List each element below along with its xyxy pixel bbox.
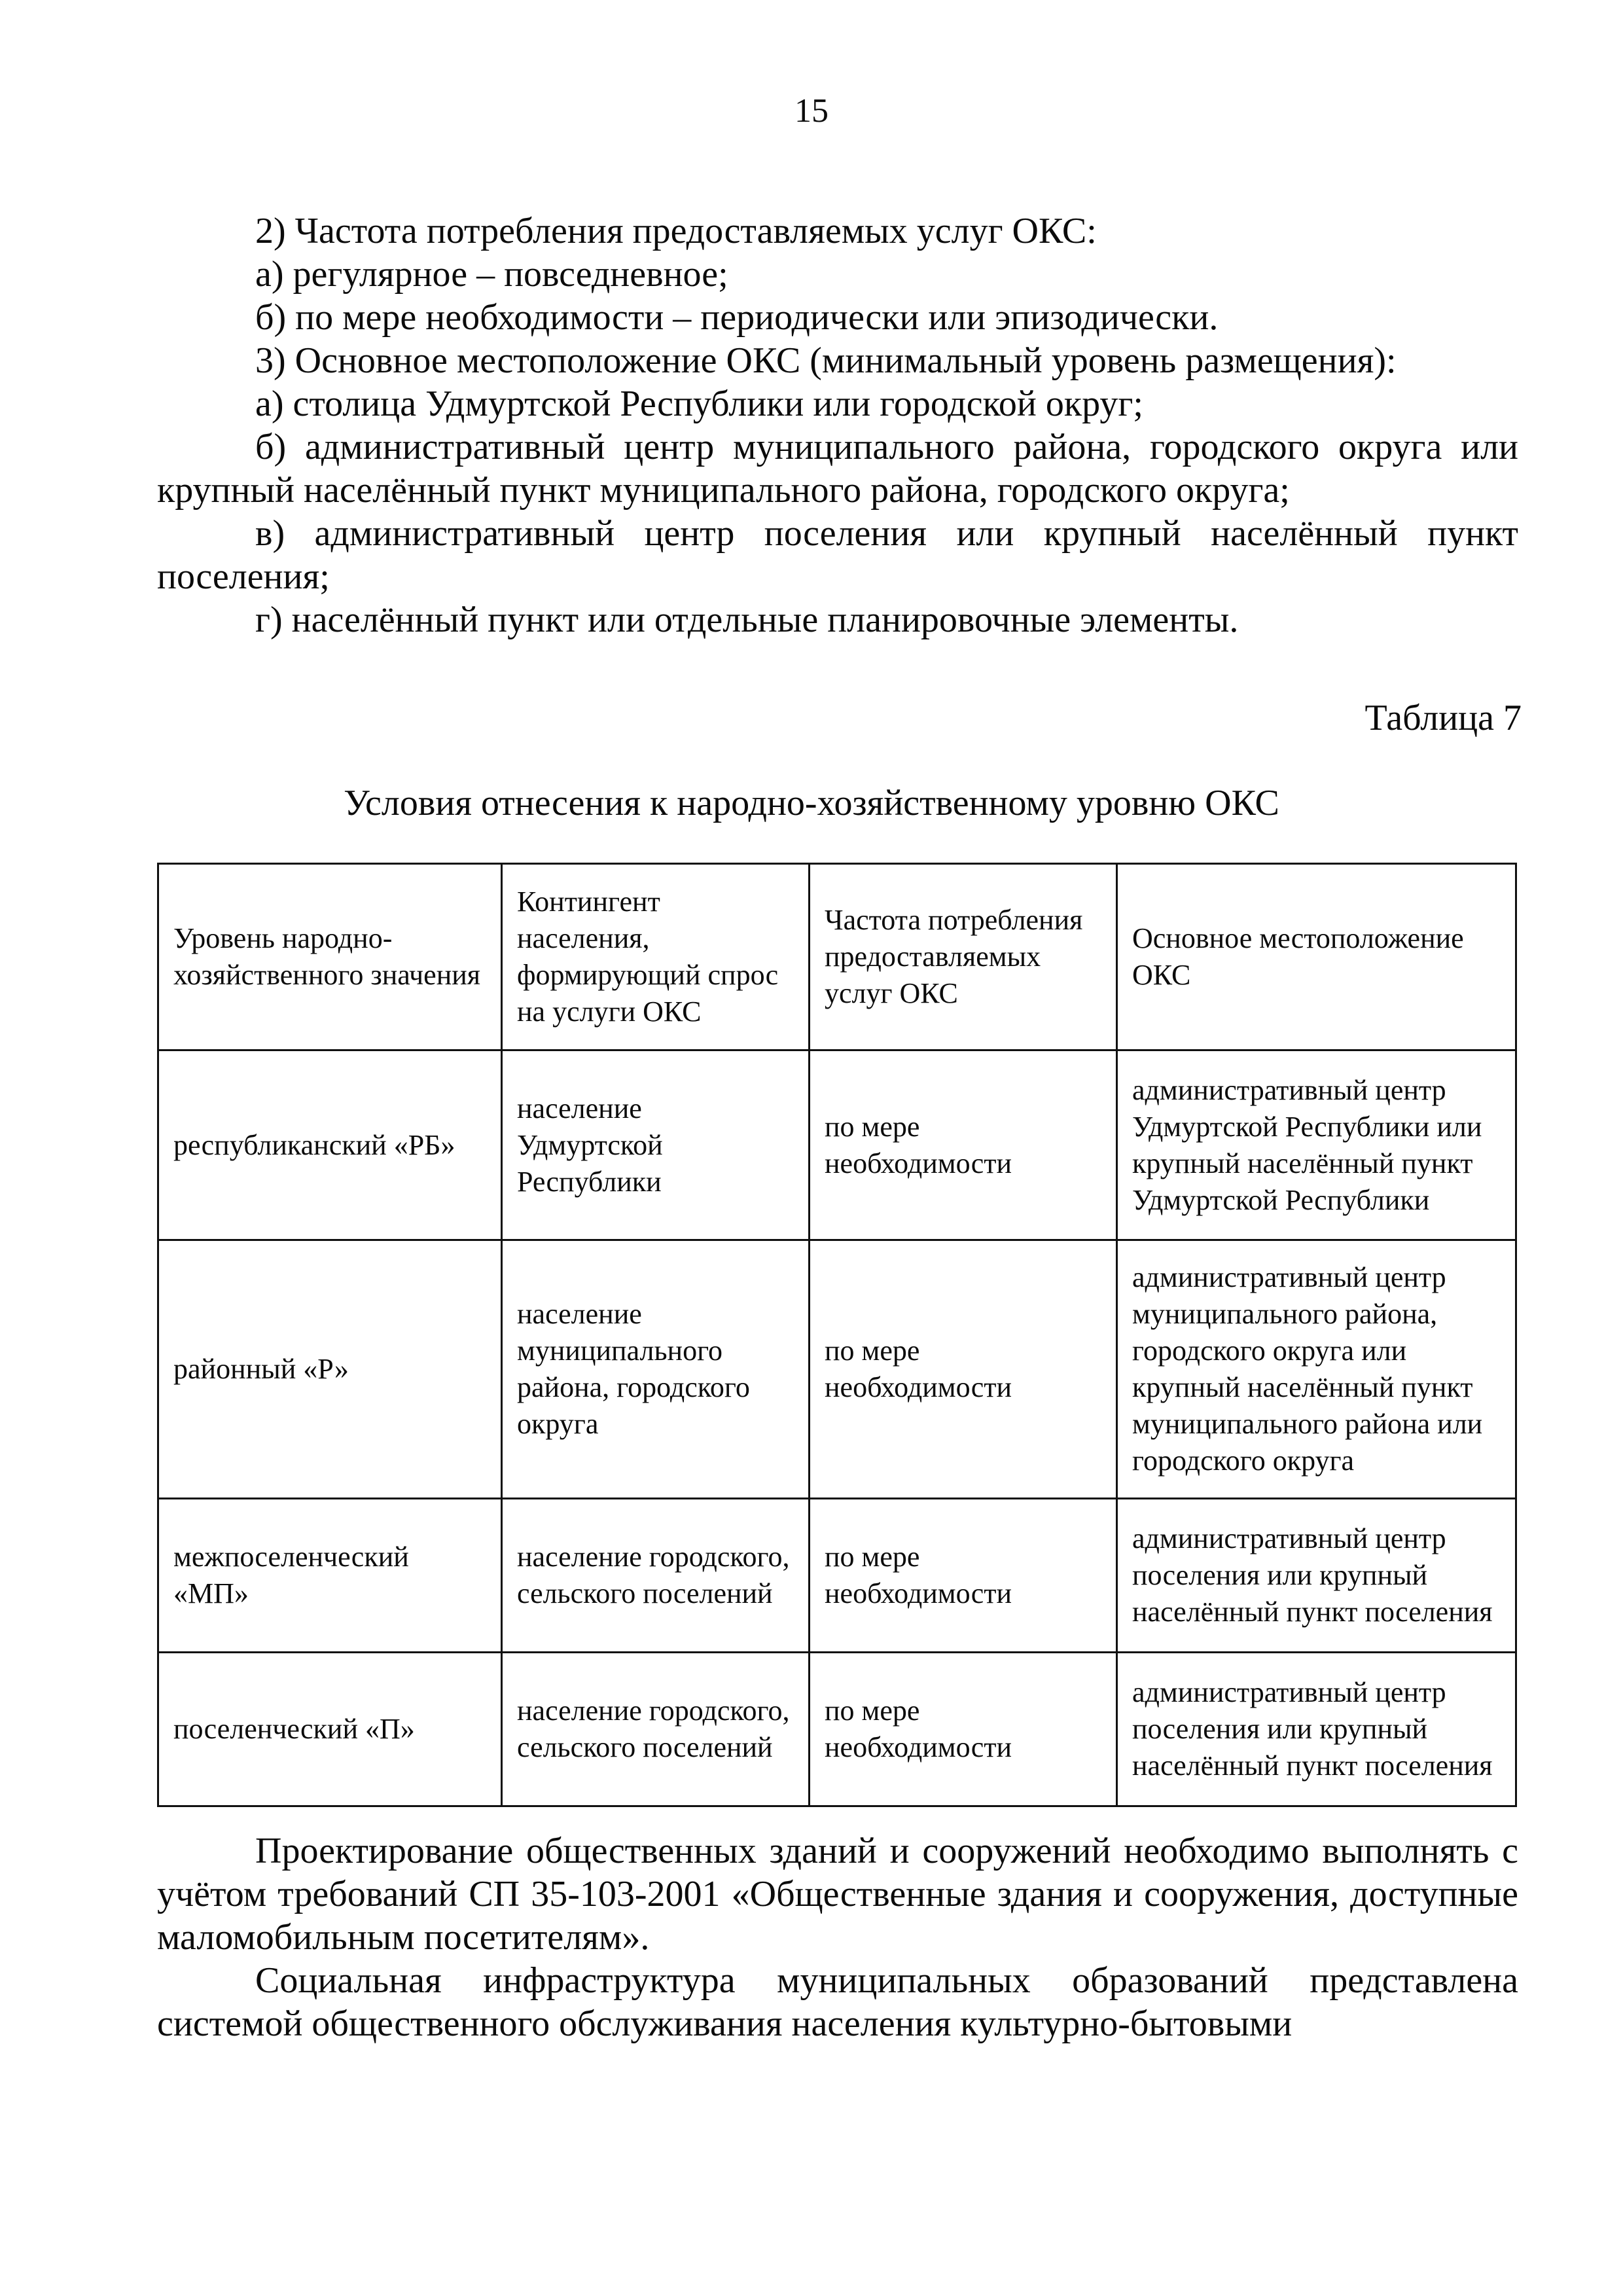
body-text bbox=[157, 209, 1518, 641]
table-row bbox=[158, 1240, 1516, 1499]
header-cell: Частота потребления предоставляемых услуг ОКС bbox=[810, 864, 1117, 1050]
table-cell: по мере необходимости bbox=[810, 1050, 1117, 1240]
table-row bbox=[158, 1050, 1516, 1240]
table-cell: административный центр муниципального района, городского округа или крупный населённый пункт муниципального района или городского округа bbox=[1117, 1240, 1516, 1499]
table-title: Условия отнесения к народно-хозяйственному уровню ОКС bbox=[344, 783, 1279, 823]
page-number: 15 bbox=[794, 92, 829, 130]
paragraph: б) по мере необходимости – периодически или эпизодически. bbox=[255, 297, 1219, 338]
table-label: Таблица 7 bbox=[1364, 698, 1522, 738]
paragraph: в) административный центр поселения или крупный населённый пункт поселения; bbox=[157, 513, 1518, 597]
table-row bbox=[158, 1499, 1516, 1653]
paragraph: 3) Основное местоположение ОКС (минимальный уровень размещения): bbox=[255, 340, 1397, 381]
header-cell: Контингент населения, формирующий спрос на услуги ОКС bbox=[502, 864, 810, 1050]
paragraph: Проектирование общественных зданий и сооружений необходимо выполнять с учётом требований СП 35-103-2001 «Общественные здания и сооружения, доступные маломобильным посетителям». bbox=[157, 1831, 1518, 1958]
table-cell: межпоселенческий «МП» bbox=[158, 1499, 502, 1653]
table-cell: население городского, сельского поселений bbox=[502, 1653, 810, 1806]
table-cell: по мере необходимости bbox=[810, 1653, 1117, 1806]
table-cell: республиканский «РБ» bbox=[158, 1050, 502, 1240]
paragraph: 2) Частота потребления предоставляемых услуг ОКС: bbox=[255, 211, 1097, 251]
paragraph: г) населённый пункт или отдельные планировочные элементы. bbox=[255, 600, 1239, 640]
table-cell: административный центр Удмуртской Республики или крупный населённый пункт Удмуртской Республики bbox=[1117, 1050, 1516, 1240]
paragraph: а) регулярное – повседневное; bbox=[255, 254, 728, 295]
header-cell: Основное местоположение ОКС bbox=[1117, 864, 1516, 1050]
level-conditions-table bbox=[157, 863, 1517, 1807]
closing-text bbox=[157, 1829, 1518, 2045]
paragraph: а) столица Удмуртской Республики или городской округ; bbox=[255, 384, 1143, 424]
header-cell: Уровень народно-хозяйственного значения bbox=[158, 864, 502, 1050]
table-cell: по мере необходимости bbox=[810, 1499, 1117, 1653]
table-cell: поселенческий «П» bbox=[158, 1653, 502, 1806]
paragraph: Социальная инфраструктура муниципальных образований представлена системой общественного обслуживания населения культурно-бытовыми bbox=[157, 1960, 1518, 2044]
table-cell: население Удмуртской Республики bbox=[502, 1050, 810, 1240]
table-row bbox=[158, 1653, 1516, 1806]
paragraph: б) административный центр муниципального района, городского округа или крупный населённый пункт муниципального района, городского округа; bbox=[157, 427, 1518, 511]
table-cell: административный центр поселения или крупный населённый пункт поселения bbox=[1117, 1653, 1516, 1806]
table-cell: население городского, сельского поселений bbox=[502, 1499, 810, 1653]
table-cell: административный центр поселения или крупный населённый пункт поселения bbox=[1117, 1499, 1516, 1653]
table-cell: по мере необходимости bbox=[810, 1240, 1117, 1499]
table-cell: население муниципального района, городского округа bbox=[502, 1240, 810, 1499]
table-header-row bbox=[158, 864, 1516, 1050]
table-cell: районный «Р» bbox=[158, 1240, 502, 1499]
